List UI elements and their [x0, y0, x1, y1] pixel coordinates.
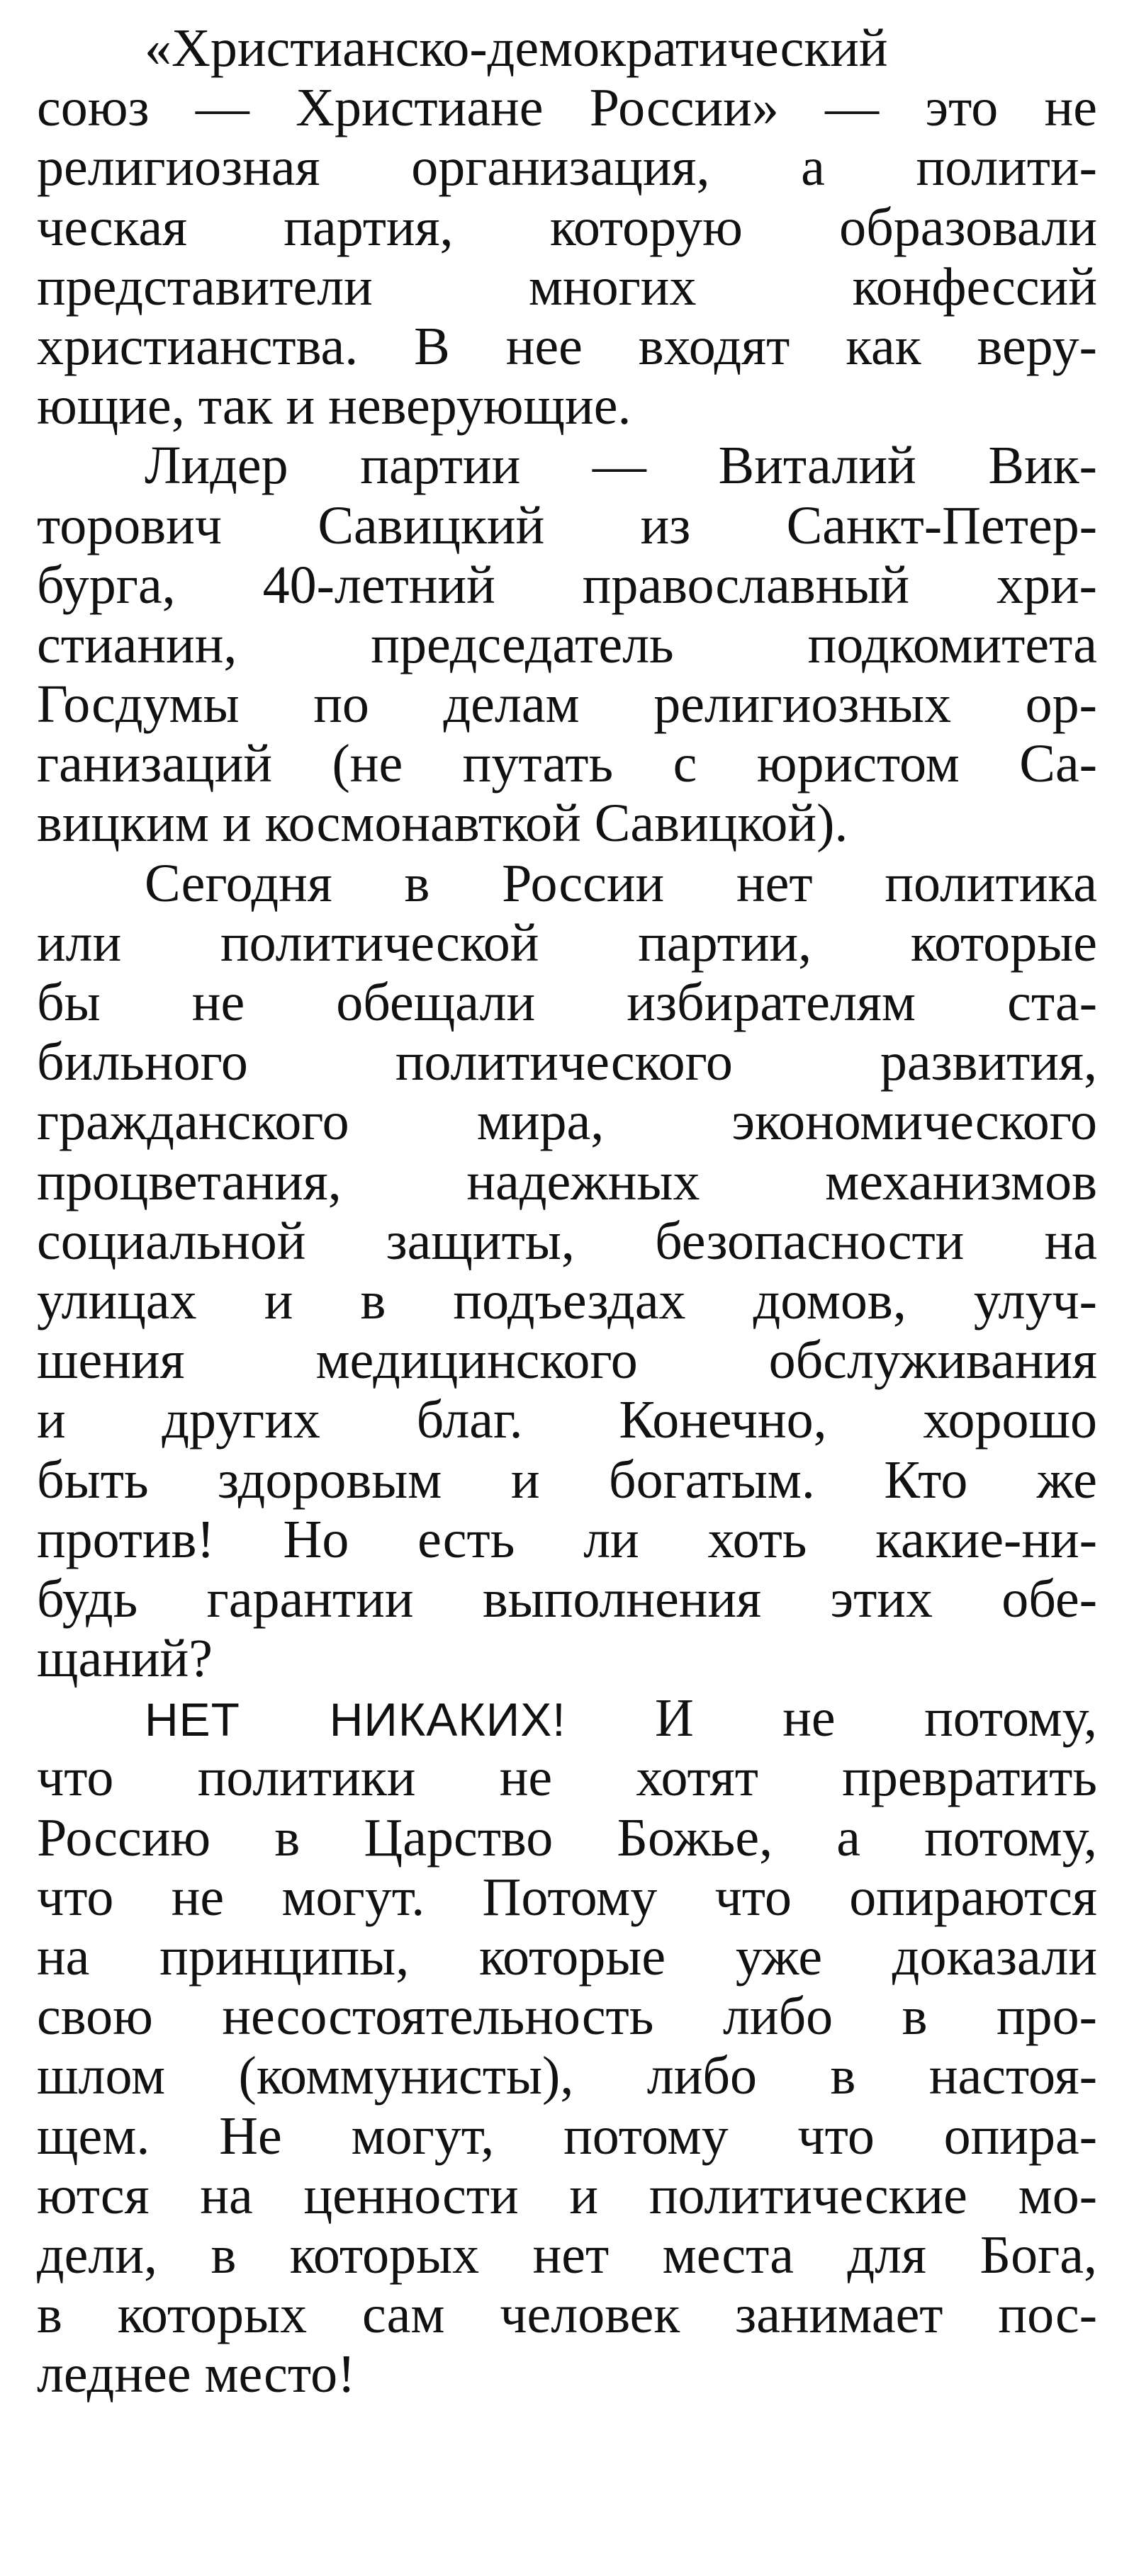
text-line: свою несостоятельность либо в про-: [37, 1987, 1097, 2047]
paragraph: [37, 1688, 1097, 2404]
text-line: и других благ. Конечно, хорошо: [37, 1390, 1097, 1450]
text-line: быть здоровым и богатым. Кто же: [37, 1450, 1097, 1510]
text-line: бурга, 40-летний православный хри-: [37, 555, 1097, 615]
text-line: щем. Не могут, потому что опира-: [37, 2106, 1097, 2166]
text-line: христианства. В нее входят как веру-: [37, 316, 1097, 376]
text-line: союз — Христиане России» — это не: [37, 78, 1097, 138]
text-line: ющие, так и неверующие.: [37, 376, 631, 436]
paragraph: [37, 18, 1097, 436]
text-line: гражданского мира, экономического: [37, 1092, 1097, 1152]
paragraph: [37, 436, 1097, 853]
text-line: «Христианско-демократический: [145, 18, 888, 78]
text-line: леднее место!: [37, 2344, 356, 2405]
text-line: ются на ценности и политические мо-: [37, 2165, 1097, 2225]
text-line: щаний?: [37, 1629, 213, 1689]
text-line: в которых сам человек занимает пос-: [37, 2285, 1097, 2345]
text-line: Сегодня в России нет политика: [145, 853, 1097, 913]
text-line: [37, 1688, 1097, 1748]
text-line: дели, в которых нет места для Бога,: [37, 2225, 1097, 2285]
article-text: [37, 18, 1097, 2405]
text-line: на принципы, которые уже доказали: [37, 1927, 1097, 1987]
text-line: религиозная организация, а полити-: [37, 137, 1097, 198]
emphasis-text: НЕТ НИКАКИХ!: [145, 1693, 566, 1746]
text-line: будь гарантии выполнения этих обе-: [37, 1569, 1097, 1629]
text-run: И не потому,: [566, 1688, 1097, 1749]
text-line: шения медицинского обслуживания: [37, 1331, 1097, 1391]
text-line: бильного политического развития,: [37, 1032, 1097, 1092]
text-line: шлом (коммунисты), либо в настоя-: [37, 2046, 1097, 2106]
text-line: ганизаций (не путать с юристом Са-: [37, 734, 1097, 794]
text-line: представители многих конфессий: [37, 256, 1097, 317]
text-line: торович Савицкий из Санкт-Петер-: [37, 495, 1097, 555]
text-line: улицах и в подъездах домов, улуч-: [37, 1270, 1097, 1331]
text-line: Россию в Царство Божье, а потому,: [37, 1807, 1097, 1868]
text-line: ческая партия, которую образовали: [37, 197, 1097, 257]
text-line: процветания, надежных механизмов: [37, 1151, 1097, 1211]
paragraph: [37, 854, 1097, 1689]
text-line: вицким и космонавткой Савицкой).: [37, 793, 848, 854]
text-line: стианин, председатель подкомитета: [37, 614, 1097, 674]
text-line: Лидер партии — Виталий Вик-: [145, 436, 1097, 496]
text-line: социальной защиты, безопасности на: [37, 1211, 1097, 1271]
text-line: против! Но есть ли хоть какие-ни-: [37, 1509, 1097, 1569]
text-line: бы не обещали избирателям ста-: [37, 973, 1097, 1032]
text-line: что политики не хотят превратить: [37, 1748, 1097, 1808]
text-line: или политической партии, которые: [37, 913, 1097, 973]
text-line: Госдумы по делам религиозных ор-: [37, 674, 1097, 735]
text-line: что не могут. Потому что опираются: [37, 1867, 1097, 1927]
